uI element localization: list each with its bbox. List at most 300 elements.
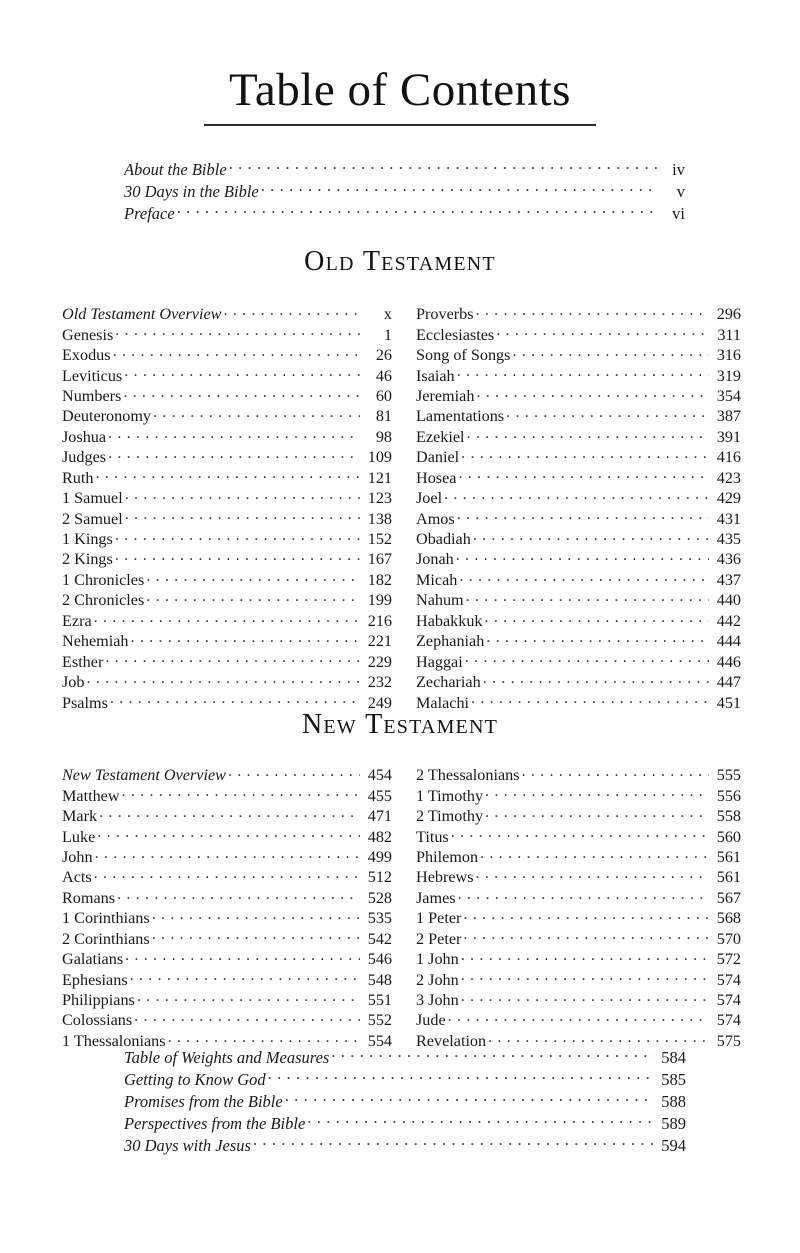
toc-dot-leader [146, 589, 360, 605]
toc-dot-leader [458, 467, 709, 483]
toc-entry[interactable] [62, 887, 392, 907]
toc-entry-page-number: x [383, 305, 392, 324]
toc-entry-page-number: 229 [367, 652, 392, 671]
toc-entry-label: John [62, 847, 93, 866]
toc-entry[interactable] [416, 866, 741, 886]
toc-entry-page-number: 152 [367, 530, 392, 548]
toc-entry-label: 2 Thessalonians [416, 766, 520, 785]
toc-entry-page-number: 551 [367, 991, 392, 1009]
toc-entry[interactable] [124, 1134, 686, 1156]
toc-entry-page-number: 423 [716, 468, 741, 487]
toc-entry-page-number: 182 [367, 570, 392, 589]
toc-entry-page-number: 570 [716, 929, 741, 948]
toc-entry-page-number: 575 [716, 1031, 741, 1050]
toc-entry-label: New Testament Overview [62, 766, 226, 785]
toc-dot-leader [480, 846, 709, 862]
toc-entry-label: 2 Timothy [416, 807, 484, 826]
toc-entry-label: Joel [416, 489, 443, 508]
heading-word: Testament [362, 246, 496, 277]
toc-dot-leader [228, 764, 360, 780]
toc-entry-label: Ephesians [62, 970, 128, 989]
toc-dot-leader [457, 364, 709, 380]
toc-entry-label: Old Testament Overview [62, 305, 222, 324]
toc-entry-page-number: 138 [367, 509, 392, 528]
toc-entry-label: Jude [416, 1011, 446, 1030]
toc-entry[interactable] [416, 784, 741, 804]
toc-entry-label: 2 Kings [62, 550, 113, 569]
toc-entry[interactable] [62, 405, 392, 425]
toc-entry-label: Psalms [62, 693, 108, 712]
toc-entry[interactable] [416, 887, 741, 907]
toc-entry-label: Exodus [62, 346, 111, 365]
toc-entry[interactable] [416, 385, 741, 405]
toc-entry-label: 1 Chronicles [62, 570, 145, 589]
toc-entry-page-number: 416 [716, 448, 741, 467]
toc-entry[interactable] [62, 323, 392, 343]
toc-entry-label: Jeremiah [416, 386, 475, 405]
toc-dot-leader [123, 385, 360, 401]
toc-entry-label: 3 John [416, 991, 459, 1009]
toc-entry[interactable] [62, 1009, 392, 1029]
toc-entry-label: Matthew [62, 786, 120, 805]
toc-entry-page-number: 567 [716, 888, 741, 907]
toc-entry[interactable] [62, 989, 392, 1009]
toc-entry-page-number: 216 [367, 611, 392, 630]
toc-entry-page-number: 555 [716, 766, 741, 785]
toc-entry[interactable] [124, 1112, 686, 1134]
toc-dot-leader [177, 202, 657, 219]
toc-entry[interactable] [416, 569, 741, 589]
toc-entry-page-number: 447 [716, 673, 741, 692]
toc-dot-leader [229, 158, 657, 175]
toc-entry-label: Revelation [416, 1031, 487, 1050]
toc-dot-leader [461, 989, 709, 1005]
toc-entry-label: Obadiah [416, 530, 471, 548]
toc-entry[interactable] [416, 487, 741, 507]
toc-dot-leader [476, 385, 709, 401]
toc-entry[interactable] [416, 650, 741, 670]
toc-dot-leader [131, 630, 360, 646]
toc-entry-page-number: 442 [716, 611, 741, 630]
toc-entry[interactable] [62, 650, 392, 670]
toc-entry[interactable] [62, 948, 392, 968]
toc-entry-page-number: 316 [716, 346, 741, 365]
toc-entry-label: 1 Thessalonians [62, 1031, 166, 1050]
toc-entry[interactable] [62, 303, 392, 323]
toc-entry-page-number: 499 [367, 847, 392, 866]
toc-dot-leader [467, 426, 709, 442]
toc-entry-label: Ezra [62, 611, 92, 630]
toc-entry[interactable] [62, 548, 392, 568]
toc-entry[interactable] [416, 589, 741, 609]
toc-entry[interactable] [416, 968, 741, 988]
toc-dot-leader [465, 650, 709, 666]
toc-entry-page-number: 482 [367, 827, 392, 846]
toc-entry[interactable] [62, 784, 392, 804]
toc-entry-label: Acts [62, 868, 92, 887]
toc-entry-page-number: 26 [375, 346, 392, 365]
toc-entry[interactable] [62, 364, 392, 384]
toc-dot-leader [108, 446, 360, 462]
toc-dot-leader [466, 589, 709, 605]
toc-dot-leader [471, 691, 709, 707]
toc-entry-page-number: 109 [367, 448, 392, 467]
toc-dot-leader [483, 671, 709, 687]
toc-dot-leader [117, 887, 360, 903]
toc-dot-leader [99, 805, 360, 821]
toc-entry[interactable] [62, 907, 392, 927]
toc-dot-leader [153, 405, 360, 421]
toc-dot-leader [124, 364, 360, 380]
toc-entry-label: Zechariah [416, 673, 481, 692]
title-block [0, 66, 800, 126]
toc-entry[interactable] [416, 446, 741, 466]
toc-entry-page-number: 454 [367, 766, 392, 785]
toc-entry[interactable] [62, 385, 392, 405]
toc-entry-page-number: 429 [716, 489, 741, 508]
toc-entry[interactable] [62, 528, 392, 548]
toc-entry-label: Galatians [62, 950, 124, 969]
toc-entry-label: 1 Timothy [416, 786, 484, 805]
page-title: Table of Contents [229, 64, 571, 116]
toc-entry-page-number: 354 [716, 386, 741, 405]
toc-entry-label: Numbers [62, 386, 122, 405]
toc-entry-page-number: 221 [367, 632, 392, 651]
toc-entry-label: Leviticus [62, 366, 123, 385]
toc-dot-leader [97, 825, 360, 841]
toc-entry[interactable] [416, 364, 741, 384]
toc-dot-leader [152, 928, 360, 944]
toc-entry-label: Titus [416, 827, 449, 846]
toc-entry[interactable] [124, 202, 685, 224]
toc-entry-label: Proverbs [416, 305, 474, 324]
toc-dot-leader [458, 887, 709, 903]
toc-entry-page-number: 542 [367, 929, 392, 948]
toc-dot-leader [331, 1046, 654, 1063]
toc-dot-leader [125, 507, 360, 523]
toc-entry-page-number: 574 [716, 1011, 741, 1030]
back-matter-list [124, 1046, 686, 1156]
toc-entry-page-number: 528 [367, 888, 392, 907]
toc-entry[interactable] [416, 907, 741, 927]
toc-dot-leader [115, 528, 360, 544]
title-divider [204, 124, 596, 126]
toc-entry[interactable] [62, 344, 392, 364]
toc-entry-page-number: 123 [367, 489, 392, 508]
toc-dot-leader [268, 1068, 654, 1085]
new-testament-left-column [62, 764, 392, 1050]
toc-entry-label: Job [62, 673, 85, 692]
toc-dot-leader [137, 989, 360, 1005]
toc-entry-page-number: 60 [375, 386, 392, 405]
toc-dot-leader [115, 548, 360, 564]
toc-dot-leader [451, 825, 709, 841]
toc-dot-leader [285, 1090, 654, 1107]
toc-dot-leader [134, 1009, 360, 1025]
toc-entry[interactable] [62, 589, 392, 609]
toc-entry[interactable] [62, 671, 392, 691]
toc-dot-leader [488, 1030, 709, 1046]
toc-entry-label: Hebrews [416, 868, 474, 887]
toc-entry-page-number: 444 [716, 632, 741, 651]
toc-entry-label: Ruth [62, 468, 94, 487]
toc-entry-label: Nehemiah [62, 632, 129, 651]
heading-word: New [301, 709, 357, 740]
toc-entry[interactable] [416, 825, 741, 845]
old-testament-right-column [416, 303, 741, 712]
toc-entry[interactable] [416, 671, 741, 691]
toc-entry[interactable] [124, 158, 685, 180]
toc-dot-leader [463, 907, 709, 923]
toc-entry[interactable] [416, 1009, 741, 1029]
toc-entry-label: Genesis [62, 325, 114, 344]
toc-entry-label: Micah [416, 570, 458, 589]
toc-entry[interactable] [416, 344, 741, 364]
toc-entry[interactable] [62, 487, 392, 507]
toc-entry-page-number: 98 [375, 427, 392, 446]
toc-entry-label: Malachi [416, 693, 470, 712]
toc-entry-page-number: 560 [716, 827, 741, 846]
toc-dot-leader [456, 548, 709, 564]
toc-entry-label: Judges [62, 448, 107, 467]
toc-entry-label: Song of Songs [416, 346, 511, 365]
toc-entry[interactable] [416, 467, 741, 487]
toc-dot-leader [168, 1030, 360, 1046]
toc-entry[interactable] [62, 446, 392, 466]
toc-entry-label: James [416, 888, 456, 907]
toc-entry-page-number: 437 [716, 570, 741, 589]
toc-entry-label: 1 Peter [416, 909, 462, 928]
toc-entry-page-number: 574 [716, 991, 741, 1009]
toc-entry-label: Ecclesiastes [416, 325, 495, 344]
toc-dot-leader [87, 671, 361, 687]
toc-entry[interactable] [124, 1046, 686, 1068]
toc-dot-leader [485, 805, 709, 821]
toc-entry[interactable] [62, 968, 392, 988]
toc-dot-leader [253, 1134, 654, 1151]
toc-entry[interactable] [62, 866, 392, 886]
toc-dot-leader [95, 467, 360, 483]
old-testament-heading [0, 246, 800, 278]
toc-entry-label: Getting to Know God [124, 1069, 266, 1089]
toc-entry-page-number: 554 [367, 1031, 392, 1050]
toc-entry[interactable] [416, 805, 741, 825]
toc-dot-leader [95, 846, 360, 862]
toc-entry-label: 1 Samuel [62, 489, 123, 508]
heading-word: Old [304, 246, 355, 277]
toc-dot-leader [108, 426, 360, 442]
toc-entry[interactable] [416, 323, 741, 343]
toc-dot-leader [94, 610, 360, 626]
toc-entry-page-number: 552 [367, 1011, 392, 1030]
toc-entry-label: Lamentations [416, 407, 505, 426]
toc-entry-label: About the Bible [124, 159, 227, 179]
toc-entry-label: 1 Kings [62, 530, 113, 548]
toc-entry[interactable] [416, 928, 741, 948]
toc-entry-page-number: 546 [367, 950, 392, 969]
front-matter-list [124, 158, 685, 224]
toc-entry-page-number: 584 [661, 1047, 686, 1067]
toc-entry[interactable] [62, 846, 392, 866]
toc-entry-label: Colossians [62, 1011, 133, 1030]
old-testament-left-column [62, 303, 392, 712]
toc-entry-page-number: 548 [367, 970, 392, 989]
toc-entry-label: Daniel [416, 448, 460, 467]
toc-entry-page-number: 561 [716, 868, 741, 887]
toc-dot-leader [125, 948, 360, 964]
toc-entry[interactable] [62, 507, 392, 527]
toc-entry-page-number: 589 [661, 1113, 686, 1133]
toc-entry-page-number: 455 [367, 786, 392, 805]
toc-dot-leader [457, 507, 709, 523]
toc-entry-page-number: iv [672, 159, 685, 179]
toc-entry-label: Zephaniah [416, 632, 485, 651]
toc-dot-leader [152, 907, 360, 923]
toc-entry-page-number: 121 [367, 468, 392, 487]
toc-entry-page-number: 440 [716, 591, 741, 610]
toc-entry-page-number: 558 [716, 807, 741, 826]
toc-dot-leader [461, 948, 709, 964]
toc-entry[interactable] [62, 467, 392, 487]
toc-dot-leader [473, 528, 709, 544]
toc-entry-page-number: 232 [367, 673, 392, 692]
toc-entry-label: Joshua [62, 427, 107, 446]
toc-entry[interactable] [416, 630, 741, 650]
toc-entry[interactable] [62, 426, 392, 446]
toc-entry-page-number: vi [672, 203, 685, 223]
toc-dot-leader [506, 405, 709, 421]
toc-dot-leader [522, 764, 709, 780]
toc-entry[interactable] [124, 180, 685, 202]
toc-entry[interactable] [62, 805, 392, 825]
toc-entry-page-number: 387 [716, 407, 741, 426]
toc-entry-label: Perspectives from the Bible [124, 1113, 306, 1133]
toc-entry-label: Amos [416, 509, 455, 528]
toc-entry-page-number: 296 [716, 305, 741, 324]
toc-entry-page-number: 446 [716, 652, 741, 671]
toc-entry[interactable] [62, 764, 392, 784]
toc-entry-page-number: 319 [716, 366, 741, 385]
toc-entry-label: Habakkuk [416, 611, 483, 630]
toc-entry-page-number: 435 [716, 530, 741, 548]
toc-entry-label: Deuteronomy [62, 407, 152, 426]
toc-entry-page-number: 572 [716, 950, 741, 969]
toc-entry[interactable] [416, 548, 741, 568]
toc-entry[interactable] [416, 426, 741, 446]
toc-dot-leader [105, 650, 360, 666]
new-testament-right-column [416, 764, 741, 1050]
toc-dot-leader [130, 968, 360, 984]
toc-entry-page-number: 535 [367, 909, 392, 928]
new-testament-heading [0, 709, 800, 741]
toc-dot-leader [461, 446, 709, 462]
toc-entry-label: Luke [62, 827, 96, 846]
toc-entry-label: Ezekiel [416, 427, 465, 446]
toc-entry-page-number: 512 [367, 868, 392, 887]
toc-dot-leader [122, 784, 360, 800]
toc-entry[interactable] [416, 948, 741, 968]
toc-entry-page-number: 574 [716, 970, 741, 989]
toc-entry-label: 2 John [416, 970, 459, 989]
toc-entry-page-number: 81 [375, 407, 392, 426]
toc-dot-leader [463, 928, 709, 944]
toc-entry-page-number: 311 [717, 325, 741, 344]
heading-word: Testament [365, 709, 499, 740]
toc-entry[interactable] [416, 303, 741, 323]
toc-entry-page-number: 199 [367, 591, 392, 610]
toc-dot-leader [486, 630, 709, 646]
toc-dot-leader [496, 323, 709, 339]
toc-entry[interactable] [62, 928, 392, 948]
toc-entry-page-number: 249 [367, 693, 392, 712]
toc-entry[interactable] [416, 846, 741, 866]
toc-entry-label: Table of Weights and Measures [124, 1047, 330, 1067]
toc-entry-page-number: v [676, 181, 685, 201]
toc-entry[interactable] [416, 528, 741, 548]
toc-entry-page-number: 588 [661, 1091, 686, 1111]
toc-dot-leader [459, 569, 709, 585]
toc-entry[interactable] [416, 405, 741, 425]
toc-entry-label: Hosea [416, 468, 457, 487]
toc-entry-page-number: 568 [716, 909, 741, 928]
toc-entry-page-number: 451 [716, 693, 741, 712]
toc-entry-page-number: 431 [716, 509, 741, 528]
toc-entry[interactable] [62, 630, 392, 650]
toc-entry[interactable] [416, 989, 741, 1009]
toc-entry[interactable] [416, 764, 741, 784]
toc-entry-label: 2 Samuel [62, 509, 123, 528]
toc-entry-label: Preface [124, 203, 175, 223]
toc-entry-label: 1 John [416, 950, 459, 969]
toc-entry[interactable] [62, 825, 392, 845]
toc-entry-page-number: 391 [716, 427, 741, 446]
toc-entry-label: 2 Corinthians [62, 929, 150, 948]
toc-entry-label: 2 Chronicles [62, 591, 145, 610]
toc-entry-page-number: 436 [716, 550, 741, 569]
toc-dot-leader [448, 1009, 709, 1025]
toc-entry-page-number: 46 [375, 366, 392, 385]
toc-entry[interactable] [416, 610, 741, 630]
toc-entry-label: Esther [62, 652, 104, 671]
toc-dot-leader [94, 866, 360, 882]
toc-dot-leader [115, 323, 360, 339]
toc-dot-leader [146, 569, 360, 585]
toc-entry-label: 30 Days with Jesus [124, 1135, 251, 1155]
toc-dot-leader [461, 968, 709, 984]
toc-entry-page-number: 585 [661, 1069, 686, 1089]
toc-entry-label: 30 Days in the Bible [124, 181, 259, 201]
toc-dot-leader [485, 610, 709, 626]
toc-entry[interactable] [62, 610, 392, 630]
toc-dot-leader [125, 487, 360, 503]
toc-entry-label: Nahum [416, 591, 464, 610]
toc-entry-label: 1 Corinthians [62, 909, 150, 928]
toc-entry-page-number: 167 [367, 550, 392, 569]
toc-entry[interactable] [124, 1068, 686, 1090]
toc-dot-leader [113, 344, 360, 360]
toc-entry-page-number: 1 [383, 325, 392, 344]
toc-entry-label: Promises from the Bible [124, 1091, 283, 1111]
toc-entry-label: Romans [62, 888, 116, 907]
toc-entry-page-number: 594 [661, 1135, 686, 1155]
toc-entry[interactable] [62, 569, 392, 589]
toc-entry-page-number: 471 [367, 807, 392, 826]
toc-dot-leader [223, 303, 360, 319]
toc-dot-leader [307, 1112, 654, 1129]
toc-dot-leader [110, 691, 360, 707]
toc-entry[interactable] [124, 1090, 686, 1112]
toc-entry[interactable] [416, 507, 741, 527]
